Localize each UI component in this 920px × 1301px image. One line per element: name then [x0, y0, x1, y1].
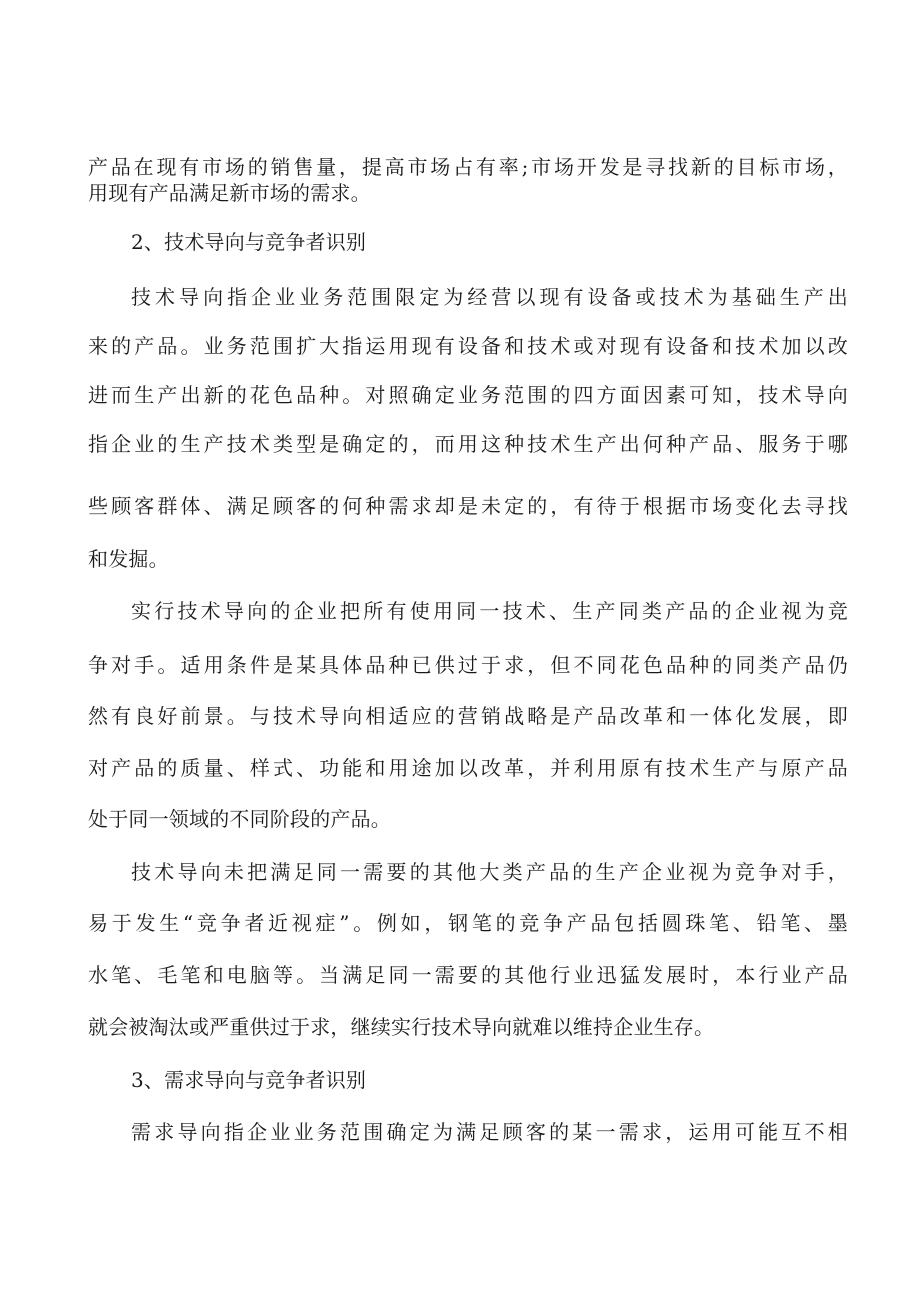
paragraph-line: 产品在现有市场的销售量，提高市场占有率;市场开发是寻找新的目标市场，	[88, 155, 848, 179]
paragraph-line: 就会被淘汰或严重供过于求，继续实行技术导向就难以维持企业生存。	[88, 1015, 715, 1039]
section-heading: 2、技术导向与竞争者识别	[131, 230, 367, 254]
paragraph-line: 易于发生“竞争者近视症”。例如，钢笔的竞争产品包括圆珠笔、铅笔、墨	[88, 911, 848, 935]
section-heading: 3、需求导向与竞争者识别	[131, 1068, 367, 1092]
paragraph-line: 争对手。适用条件是某具体品种已供过于求，但不同花色品种的同类产品仍	[88, 653, 848, 677]
paragraph-line: 指企业的生产技术类型是确定的，而用这种技术生产出何种产品、服务于哪	[88, 432, 848, 456]
paragraph-line: 技术导向未把满足同一需要的其他大类产品的生产企业视为竞争对手，	[131, 860, 848, 884]
paragraph-line: 需求导向指企业业务范围确定为满足顾客的某一需求，运用可能互不相	[131, 1120, 848, 1144]
paragraph-line: 然有良好前景。与技术导向相适应的营销战略是产品改革和一体化发展，即	[88, 704, 848, 728]
paragraph-line: 些顾客群体、满足顾客的何种需求却是未定的，有待于根据市场变化去寻找	[88, 494, 848, 518]
paragraph-line: 技术导向指企业业务范围限定为经营以现有设备或技术为基础生产出	[131, 285, 848, 309]
paragraph-line: 对产品的质量、样式、功能和用途加以改革，并利用原有技术生产与原产品	[88, 756, 848, 780]
paragraph-line: 用现有产品满足新市场的需求。	[88, 181, 371, 205]
paragraph-line: 来的产品。业务范围扩大指运用现有设备和技术或对现有设备和技术加以改	[88, 334, 848, 358]
paragraph-line: 处于同一领域的不同阶段的产品。	[88, 807, 391, 831]
paragraph-line: 水笔、毛笔和电脑等。当满足同一需要的其他行业迅猛发展时，本行业产品	[88, 963, 848, 987]
paragraph-line: 实行技术导向的企业把所有使用同一技术、生产同类产品的企业视为竞	[131, 599, 848, 623]
paragraph-line: 进而生产出新的花色品种。对照确定业务范围的四方面因素可知，技术导向	[88, 383, 848, 407]
paragraph-line: 和发掘。	[88, 547, 169, 571]
